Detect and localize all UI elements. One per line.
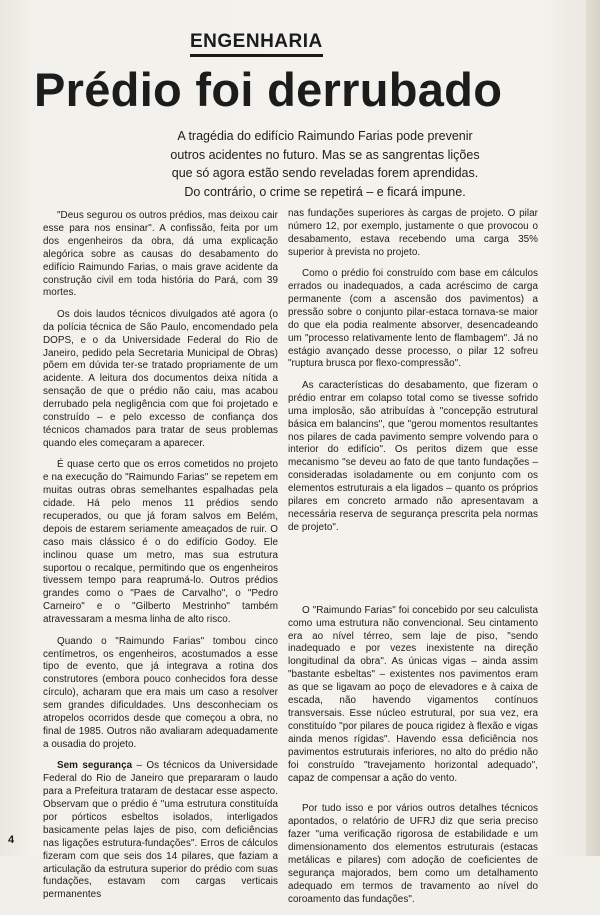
deck-line: outros acidentes no futuro. Mas se as sangrentas lições (170, 147, 480, 162)
paragraph-with-subhead (43, 760, 278, 902)
paragraph: As características do desabamento, que fizeram o prédio entrar em colapso total como se tivesse sofrido uma implosão, são atribuídas à "concepção estrutural básica em balancins", que "gerou momentos resultantes nos pilares de cada pavimento sempre volvendo para o interior do edifício". Os peritos dizem que esse mecanismo "se deveu ao fato de que tanto fundações – consideradas isoladamente ou em conjunto com os elementos estruturais a ela ligados – quanto os próprios pilares em concreto armado não apresentavam a necessária reserva de segurança prescrita pela normas de projeto". (288, 379, 538, 533)
subhead: Sem segurança (57, 760, 133, 772)
deck-line: Do contrário, o crime se repetirá – e ficará impune. (184, 184, 466, 199)
paragraph: Quando o "Raimundo Farias" tombou cinco centímetros, os engenheiros, acostumados a esse tipo de evento, que já integrava a rotina dos construtores (embora pouco conhecidos fora desse círculo), acharam que era mais um caso a resolver sem grandes dificuldades. Uns desconheciam os atropelos ocorridos desde que começou a obra, no final de 1985. Outros não avaliaram adequadamente a ousadia do projeto. (43, 635, 278, 750)
paragraph: Como o prédio foi construído com base em cálculos errados ou inadequados, a cada acréscimo de carga permanente (com a ascensão dos pavimentos) a pressão sobre o conjunto pilar-estaca tornava-se maior do que ela podia realmente absorver, desencadeando um "processo relativamente lento de flambagem". Já no estágio avançado desse processo, o pilar 12 sofreu "ruptura brusca por flexo-compressão". (288, 268, 538, 370)
paragraph: nas fundações superiores às cargas de projeto. O pilar número 12, por exemplo, justamente o que provocou o desabamento, estava recebendo uma carga 35% superior à prevista no projeto. (288, 208, 538, 258)
paragraph: Os dois laudos técnicos divulgados até agora (o da polícia técnica de São Paulo, encomendado pela DOPS, e o da Universidade Federal do Rio de Janeiro, pedido pela Secretaria Municipal de Obras) põem em dúvida ter-se tratado propriamente de um acidente. A leitura dos documentos deixa nítida a sensação de que o prédio não caiu, mas acabou derrubado pela negligência com que foi projetado e construído – e pelo excesso de confiança dos técnicos chamados para tratar de seus problemas quando eles começaram a aparecer. (43, 308, 278, 449)
section-label: ENGENHARIA (190, 31, 323, 57)
paragraph: É quase certo que os erros cometidos no projeto e na execução do "Raimundo Farias" se repetem em muitas outras obras semelhantes espalhadas pela cidade. Há pelo menos 11 prédios sendo recuperados, ou que já foram salvos em Belém, depois de estarem seriamente ameaçados de ruir. O caso mais clássico é o do edifício Godoy. Ele inclinou quase um metro, mas sua estrutura suportou o recalque, permitindo que os engenheiros tivessem tempo para reaprumá-lo. Outros prédios grandes como o "Paes de Carvalho", o "Pedro Carneiro" e o "Gilberto Mestrinho" também atravessaram a mesma linha de alto risco. (43, 459, 278, 626)
page-number: 4 (8, 834, 15, 846)
paragraph-text: – Os técnicos da Universidade Federal do Rio de Janeiro que prepararam o laudo para a Prefeitura trataram de destacar esse aspecto. Observam que o prédio é "uma estrutura constituída por pórticos esbeltos isolados, interligados basicamente pelas lajes de piso, com deficiências nas ligações estrutura-fundações". Erros de cálculos fizeram com que seis dos 14 pilares, que faziam a articulação da estrutura superior do prédio com suas fundações, estavam com cargas verticais permanentes (43, 760, 278, 901)
deck-line: que só agora estão sendo reveladas forem aprendidas. (171, 166, 479, 180)
headline: Prédio foi derrubado (34, 63, 503, 116)
paragraph: "Deus segurou os outros prédios, mas deixou cair esse para nos ensinar". A confissão, feita por um dos engenheiros da obra, dá uma explicação alegórica sobre as causas do desabamento do edifício Raimundo Farias, o mais grave acidente da construção civil em toda história do Pará, com 39 mortes. (43, 210, 278, 299)
right-column (288, 208, 538, 915)
left-column (43, 210, 278, 911)
paragraph: O "Raimundo Farias" foi concebido por seu calculista como uma estrutura não convencional. Seu cintamento era ao nível térreo, sem laje de piso, "sendo inadequado e por vezes inexistente na direção longitudinal da obra". As únicas vigas – ainda assim "bastante esbeltas" – existentes nos pavimentos eram as que se ligavam ao poço de elevadores e à caixa de escada, não havendo vigamentos contínuos transversais. Esse núcleo estrutural, por sua vez, era constituído "por pilares de pouca rigidez à flexão e vigas ainda menos rígidas". Havendo essa deficiência nos pavimentos estruturais inferiores, no alto do prédio não foi construído "travejamento horizontal adequado", capaz de compensar a ação do vento. (288, 604, 538, 784)
deck-line: A tragédia do edifício Raimundo Farias pode prevenir (177, 129, 473, 143)
paragraph: Por tudo isso e por vários outros detalhes técnicos apontados, o relatório de UFRJ diz que seria preciso fazer "uma verificação rigorosa de estabilidade e um dimensionamento dos elementos estruturais (estacas metálicas e pilares) com adoção de coeficientes de segurança majorados, bem como um detalhamento adequado em termos de travamento ao nível do coroamento das fundações". (288, 803, 538, 905)
page-spine (586, 0, 600, 856)
deck (110, 127, 540, 201)
